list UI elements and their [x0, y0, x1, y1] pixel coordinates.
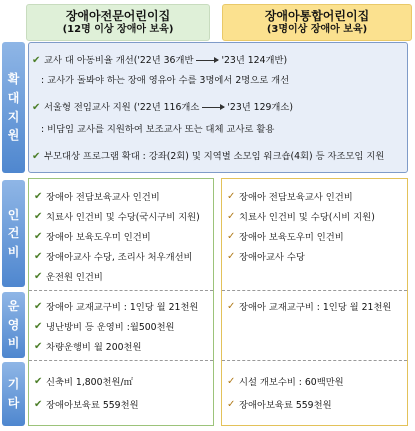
check-icon: ✔ — [34, 190, 43, 202]
list-item: ✓ 치료사 인건비 및 수당(시비 지원) — [227, 210, 375, 223]
check-icon: ✔ — [34, 210, 43, 222]
check-icon: ✓ — [227, 398, 236, 410]
list-item: ✔ 차량운행비 월 200천원 — [34, 340, 142, 353]
expand-line-teacher-detail: : 비담임 교사를 지원하여 보조교사 또는 대체 교사로 활용 — [41, 124, 275, 135]
expand-line-teacher: ✔ 서울형 전임교사 지원 ('22년 116개소 '23년 129개소) — [32, 102, 294, 113]
side-label-expand: 확 대 지 원 — [2, 42, 25, 173]
list-item: ✔ 장애아 교재교구비 : 1인당 월 21천원 — [34, 300, 199, 313]
check-icon: ✓ — [227, 190, 236, 202]
check-icon: ✔ — [34, 375, 43, 387]
expand-line-parents: ✔ 부모대상 프로그램 확대 : 강좌(2회) 및 지역별 소모임 워크숍(4회) 등 자조모임 지원 — [32, 151, 385, 162]
divider — [222, 360, 407, 361]
list-item: ✓ 장애아교사 수당 — [227, 250, 305, 263]
list-item: ✔ 장애아보육료 559천원 — [34, 398, 139, 411]
header-integrated-daycare — [222, 4, 412, 41]
check-icon: ✔ — [34, 320, 43, 332]
header-left-subtitle: (12명 이상 장애아 보육) — [62, 23, 174, 35]
check-icon: ✓ — [227, 230, 236, 242]
arrow-right-icon — [196, 60, 218, 61]
side-label-other: 기 타 — [2, 362, 25, 426]
check-icon: ✔ — [34, 340, 43, 352]
integrated-column — [221, 178, 408, 426]
check-icon: ✓ — [227, 250, 236, 262]
check-icon: ✔ — [34, 300, 43, 312]
divider — [222, 290, 407, 291]
list-item: ✓ 장애아 보육도우미 인건비 — [227, 230, 344, 243]
check-icon: ✔ — [32, 151, 41, 162]
list-item: ✔ 치료사 인건비 및 수당(국시구비 지원) — [34, 210, 200, 223]
divider — [29, 360, 213, 361]
list-item: ✔ 장애아교사 수당, 조리사 처우개선비 — [34, 250, 193, 263]
list-item: ✓ 장애아 교재교구비 : 1인당 월 21천원 — [227, 300, 392, 313]
list-item: ✔ 신축비 1,800천원/㎡ — [34, 375, 133, 388]
expansion-support-box — [28, 42, 408, 173]
header-right-title: 장애아통합어린이집 — [264, 8, 370, 23]
header-right-subtitle: (3명이상 장애아 보육) — [266, 23, 368, 35]
list-item: ✓ 장애아 전담보육교사 인건비 — [227, 190, 353, 203]
check-icon: ✓ — [227, 300, 236, 312]
expand-line-ratio: ✔ 교사 대 아동비율 개선('22년 36개반 '23년 124개반) — [32, 55, 288, 66]
side-label-operation: 운 영 비 — [2, 292, 25, 358]
check-icon: ✓ — [227, 375, 236, 387]
check-icon: ✓ — [227, 210, 236, 222]
list-item: ✔ 운전원 인건비 — [34, 270, 103, 283]
expand-line-ratio-detail: : 교사가 돌봐야 하는 장애 영유아 수를 3명에서 2명으로 개선 — [41, 75, 290, 86]
specialized-column — [28, 178, 214, 426]
arrow-right-icon — [202, 107, 224, 108]
list-item: ✔ 장애아 보육도우미 인건비 — [34, 230, 151, 243]
header-specialized-daycare — [26, 4, 210, 41]
divider — [29, 290, 213, 291]
check-icon: ✔ — [34, 270, 43, 282]
list-item: ✓ 장애아보육료 559천원 — [227, 398, 332, 411]
list-item: ✔ 장애아 전담보육교사 인건비 — [34, 190, 160, 203]
check-icon: ✔ — [32, 55, 41, 66]
list-item: ✓ 시설 개보수비 : 60백만원 — [227, 375, 344, 388]
check-icon: ✔ — [34, 250, 43, 262]
side-label-labor: 인 건 비 — [2, 180, 25, 287]
list-item: ✔ 냉난방비 등 운영비 :월500천원 — [34, 320, 175, 333]
check-icon: ✔ — [34, 230, 43, 242]
header-left-title: 장애아전문어린이집 — [65, 8, 171, 23]
check-icon: ✔ — [34, 398, 43, 410]
check-icon: ✔ — [32, 102, 41, 113]
